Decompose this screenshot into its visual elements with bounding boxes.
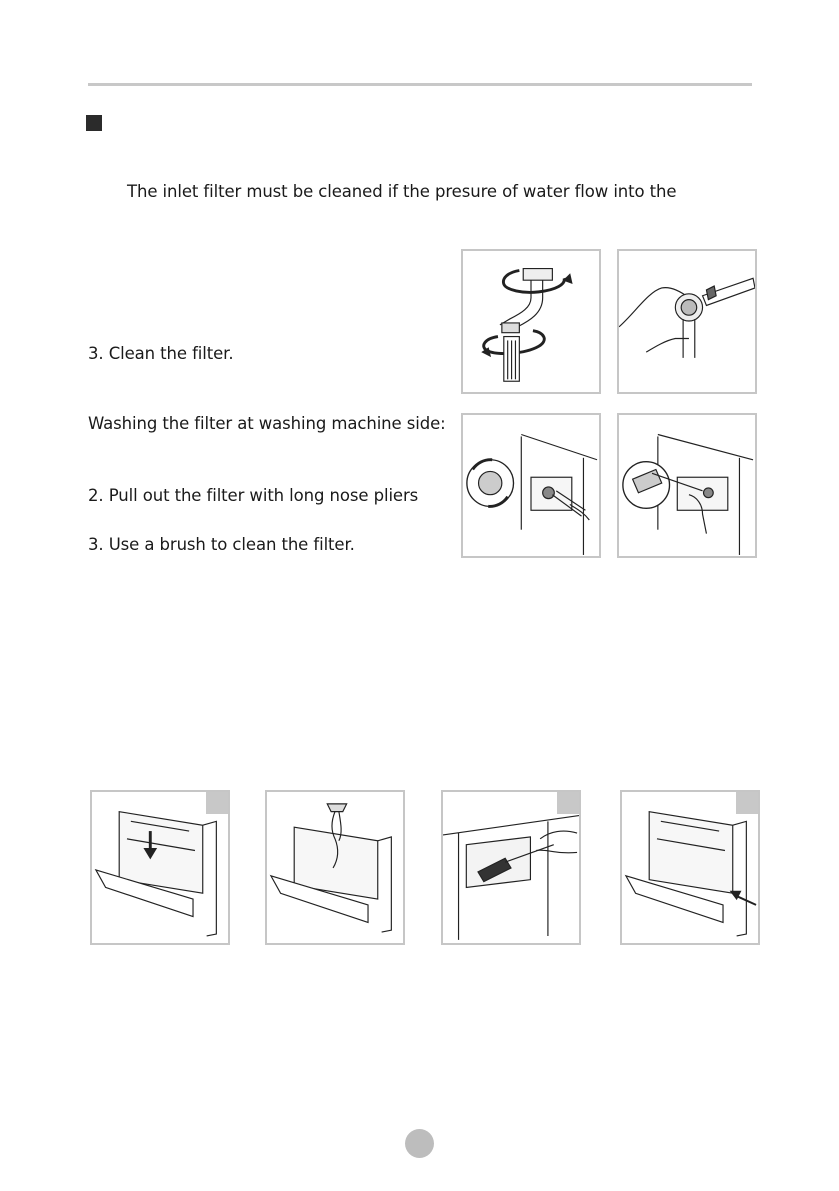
- machine-side-heading: Washing the filter at washing machine side:: [88, 414, 446, 433]
- tap-side-step-3: 3. Clean the filter.: [88, 344, 234, 363]
- section-marker: [86, 115, 102, 131]
- drawer-push-back-illustration: [620, 790, 760, 945]
- step-corner-tab: [206, 792, 228, 814]
- tap-unscrew-illustration: [461, 249, 601, 394]
- page-number-dot: [405, 1129, 434, 1158]
- filter-brush-illustration: [617, 249, 757, 394]
- step-corner-tab: [736, 792, 758, 814]
- pliers-pull-filter-illustration: [461, 413, 601, 558]
- machine-side-step-3: 3. Use a brush to clean the filter.: [88, 535, 355, 554]
- intro-text: The inlet filter must be cleaned if the presure of water flow into the: [127, 182, 677, 201]
- machine-filter-brush-illustration: [617, 413, 757, 558]
- header-rule: [88, 83, 752, 86]
- drawer-recess-brush-illustration: [441, 790, 581, 945]
- drawer-release-press-illustration: [90, 790, 230, 945]
- step-corner-tab: [557, 792, 579, 814]
- machine-side-step-2: 2. Pull out the filter with long nose pliers: [88, 486, 419, 505]
- drawer-rinse-illustration: [265, 790, 405, 945]
